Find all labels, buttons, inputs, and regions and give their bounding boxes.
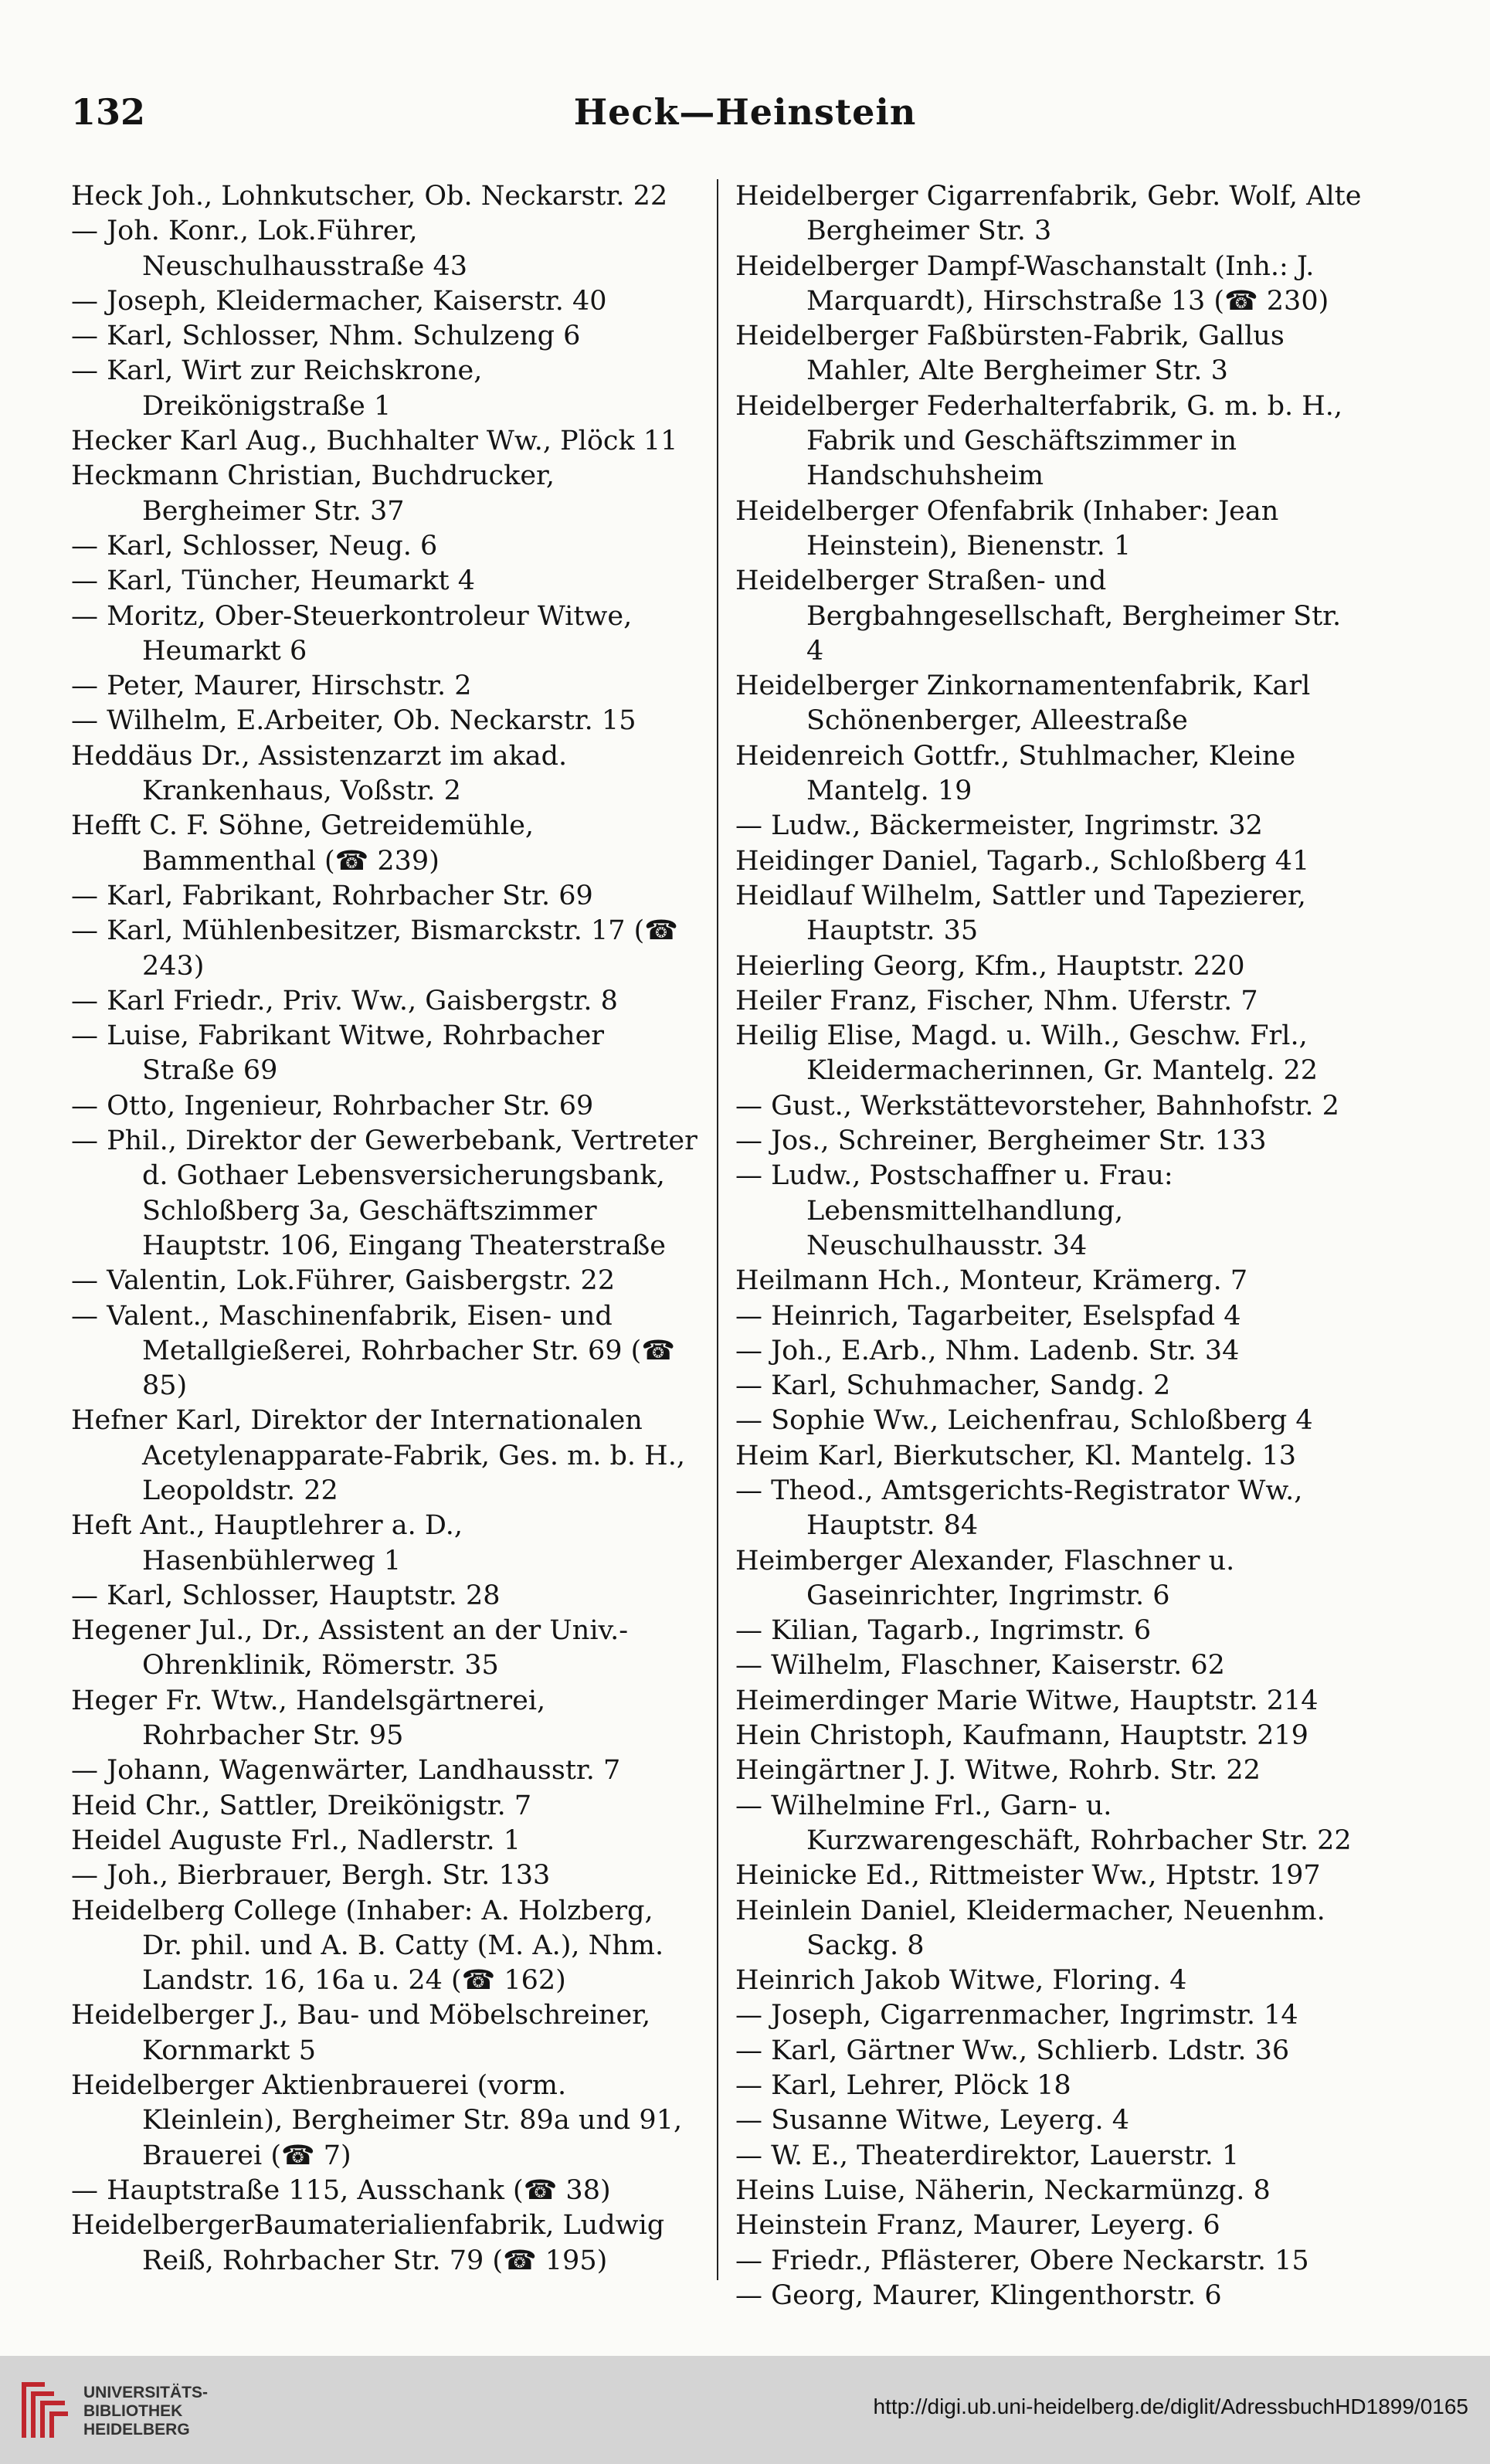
directory-entry: — Joh. Konr., Lok.Führer, Neuschulhausstraße 43 xyxy=(71,216,468,282)
directory-entry: Hecker Karl Aug., Buchhalter Ww., Plöck 11 xyxy=(71,426,678,457)
directory-entry: — Heinrich, Tagarbeiter, Eselspfad 4 xyxy=(735,1300,1241,1332)
directory-entry: — Gust., Werkstättevorsteher, Bahnhofstr. 2 xyxy=(735,1090,1339,1122)
directory-entry: Heimberger Alexander, Flaschner u. Gaseinrichter, Ingrimstr. 6 xyxy=(735,1545,1235,1611)
directory-entry: — Jos., Schreiner, Bergheimer Str. 133 xyxy=(735,1125,1267,1157)
directory-entry: Heidelberger Faßbürsten-Fabrik, Gallus Mahler, Alte Bergheimer Str. 3 xyxy=(735,321,1285,387)
page-number: 132 xyxy=(71,91,146,133)
directory-entry: Heinrich Jakob Witwe, Floring. 4 xyxy=(735,1965,1187,1997)
directory-entry: — Wilhelm, Flaschner, Kaiserstr. 62 xyxy=(735,1650,1225,1682)
directory-entry: — Friedr., Pflästerer, Obere Neckarstr. 15 xyxy=(735,2245,1309,2276)
library-logo-icon xyxy=(14,2376,73,2444)
directory-entry: — Wilhelmine Frl., Garn- u. Kurzwarengeschäft, Rohrbacher Str. 22 xyxy=(735,1790,1352,1856)
directory-entry: Heidelberger Federhalterfabrik, G. m. b. H., Fabrik und Geschäftszimmer in Handschuhsheim xyxy=(735,390,1343,492)
directory-entry: Hegener Jul., Dr., Assistent an der Univ.-Ohrenklinik, Römerstr. 35 xyxy=(71,1615,629,1682)
directory-entry: Hefft C. F. Söhne, Getreidemühle, Bammenthal (☎ 239) xyxy=(71,810,535,877)
directory-entry: Heid Chr., Sattler, Dreikönigstr. 7 xyxy=(71,1790,532,1821)
directory-entry: Heger Fr. Wtw., Handelsgärtnerei, Rohrbacher Str. 95 xyxy=(71,1685,546,1752)
directory-entry: Heins Luise, Näherin, Neckarmünzg. 8 xyxy=(735,2174,1271,2206)
directory-entry: Heim Karl, Bierkutscher, Kl. Mantelg. 13 xyxy=(735,1440,1297,1471)
directory-entry: — Joseph, Cigarrenmacher, Ingrimstr. 14 xyxy=(735,2000,1298,2031)
directory-entry: Hein Christoph, Kaufmann, Hauptstr. 219 xyxy=(735,1720,1308,1752)
directory-entry: Heidelberger Cigarrenfabrik, Gebr. Wolf, Alte Bergheimer Str. 3 xyxy=(735,181,1362,247)
directory-entry: — Moritz, Ober-Steuerkontroleur Witwe, Heumarkt 6 xyxy=(71,600,633,667)
directory-entry: Heilmann Hch., Monteur, Krämerg. 7 xyxy=(735,1265,1248,1297)
directory-entry: Heft Ant., Hauptlehrer a. D., Hasenbühlerweg 1 xyxy=(71,1510,463,1576)
directory-entry: Heckmann Christian, Buchdrucker, Bergheimer Str. 37 xyxy=(71,460,555,527)
directory-entry: — Hauptstraße 115, Ausschank (☎ 38) xyxy=(71,2174,611,2206)
footer-bar xyxy=(0,2356,1490,2464)
directory-entry: Heidelberger Aktienbrauerei (vorm. Kleinlein), Bergheimer Str. 89a und 91, Brauerei (☎ 7) xyxy=(71,2070,683,2171)
directory-entry: — Karl, Tüncher, Heumarkt 4 xyxy=(71,565,475,597)
left-column xyxy=(71,179,701,2279)
directory-entry: — Joh., E.Arb., Nhm. Ladenb. Str. 34 xyxy=(735,1335,1240,1366)
right-column xyxy=(735,179,1365,2313)
directory-entry: Heidelberger Ofenfabrik (Inhaber: Jean Heinstein), Bienenstr. 1 xyxy=(735,495,1279,562)
directory-entry: — Karl, Schlosser, Nhm. Schulzeng 6 xyxy=(71,321,581,352)
library-logo-text: UNIVERSITÄTS- BIBLIOTHEK HEIDELBERG xyxy=(83,2384,209,2439)
directory-entry: — Luise, Fabrikant Witwe, Rohrbacher Straße 69 xyxy=(71,1020,605,1087)
directory-entry: Heidelberger J., Bau- und Möbelschreiner, Kornmarkt 5 xyxy=(71,2000,651,2066)
running-head: Heck—Heinstein xyxy=(573,91,917,133)
directory-entry: — Phil., Direktor der Gewerbebank, Vertreter d. Gothaer Lebensversicherungsbank, Schloßberg 3a, Geschäftszimmer Hauptstr. 106, Eingang Theaterstraße xyxy=(71,1125,697,1261)
directory-entry: Heidelberg College (Inhaber: A. Holzberg, Dr. phil. und A. B. Catty (M. A.), Nhm. Landstr. 16, 16a u. 24 (☎ 162) xyxy=(71,1895,664,1997)
directory-entry: Heierling Georg, Kfm., Hauptstr. 220 xyxy=(735,950,1245,982)
directory-entry: — Karl, Gärtner Ww., Schlierb. Ldstr. 36 xyxy=(735,2035,1290,2066)
directory-entry: Heck Joh., Lohnkutscher, Ob. Neckarstr. 22 xyxy=(71,181,668,212)
directory-entry: — W. E., Theaterdirektor, Lauerstr. 1 xyxy=(735,2140,1240,2171)
directory-entry: — Karl, Wirt zur Reichskrone, Dreikönigstraße 1 xyxy=(71,355,483,422)
directory-entry: — Karl, Schuhmacher, Sandg. 2 xyxy=(735,1370,1171,1402)
directory-entry: — Theod., Amtsgerichts-Registrator Ww., Hauptstr. 84 xyxy=(735,1475,1303,1542)
directory-entry: — Joseph, Kleidermacher, Kaiserstr. 40 xyxy=(71,285,607,317)
directory-entry: Heidenreich Gottfr., Stuhlmacher, Kleine Mantelg. 19 xyxy=(735,740,1296,807)
directory-entry: Heidelberger Dampf-Waschanstalt (Inh.: J. Marquardt), Hirschstraße 13 (☎ 230) xyxy=(735,250,1329,317)
directory-entry: Heddäus Dr., Assistenzarzt im akad. Krankenhaus, Voßstr. 2 xyxy=(71,740,568,807)
directory-entry: Heidlauf Wilhelm, Sattler und Tapezierer, Hauptstr. 35 xyxy=(735,880,1306,947)
directory-entry: Heiler Franz, Fischer, Nhm. Uferstr. 7 xyxy=(735,985,1258,1016)
directory-entry: — Karl, Schlosser, Neug. 6 xyxy=(71,530,438,562)
directory-entry: Heinstein Franz, Maurer, Leyerg. 6 xyxy=(735,2210,1220,2242)
directory-entry: — Karl, Schlosser, Hauptstr. 28 xyxy=(71,1580,501,1611)
directory-entry: Heingärtner J. J. Witwe, Rohrb. Str. 22 xyxy=(735,1755,1261,1787)
directory-entry: Heidelberger Zinkornamentenfabrik, Karl Schönenberger, Alleestraße xyxy=(735,670,1311,737)
directory-entry: — Ludw., Bäckermeister, Ingrimstr. 32 xyxy=(735,810,1263,842)
source-url[interactable]: http://digi.ub.uni-heidelberg.de/diglit/AdressbuchHD1899/0165 xyxy=(873,2394,1468,2418)
directory-entry: Heimerdinger Marie Witwe, Hauptstr. 214 xyxy=(735,1685,1319,1716)
directory-entry: — Otto, Ingenieur, Rohrbacher Str. 69 xyxy=(71,1090,594,1122)
directory-entry: — Georg, Maurer, Klingenthorstr. 6 xyxy=(735,2279,1222,2311)
directory-entry: — Kilian, Tagarb., Ingrimstr. 6 xyxy=(735,1615,1152,1647)
directory-entry: — Valentin, Lok.Führer, Gaisbergstr. 22 xyxy=(71,1265,616,1297)
directory-entry: Heidinger Daniel, Tagarb., Schloßberg 41 xyxy=(735,845,1310,877)
directory-entry: — Peter, Maurer, Hirschstr. 2 xyxy=(71,670,472,702)
directory-entry: Heidel Auguste Frl., Nadlerstr. 1 xyxy=(71,1824,521,1856)
directory-entry: — Johann, Wagenwärter, Landhausstr. 7 xyxy=(71,1755,621,1787)
directory-entry: — Valent., Maschinenfabrik, Eisen- und Metallgießerei, Rohrbacher Str. 69 (☎ 85) xyxy=(71,1300,675,1402)
directory-entry: Heidelberger Straßen- und Bergbahngesellschaft, Bergheimer Str. 4 xyxy=(735,565,1342,667)
directory-entry: — Karl, Mühlenbesitzer, Bismarckstr. 17 (☎ 243) xyxy=(71,915,678,982)
directory-entry: HeidelbergerBaumaterialienfabrik, Ludwig Reiß, Rohrbacher Str. 79 (☎ 195) xyxy=(71,2210,665,2276)
directory-entry: Heilig Elise, Magd. u. Wilh., Geschw. Frl., Kleidermacherinnen, Gr. Mantelg. 22 xyxy=(735,1020,1319,1087)
directory-entry: Heinlein Daniel, Kleidermacher, Neuenhm. Sackg. 8 xyxy=(735,1895,1325,1961)
directory-entry: — Joh., Bierbrauer, Bergh. Str. 133 xyxy=(71,1860,551,1892)
directory-entry: — Karl, Fabrikant, Rohrbacher Str. 69 xyxy=(71,880,593,911)
directory-entry: Hefner Karl, Direktor der Internationalen Acetylenapparate-Fabrik, Ges. m. b. H., Leopoldstr. 22 xyxy=(71,1405,685,1506)
directory-entry: — Karl Friedr., Priv. Ww., Gaisbergstr. 8 xyxy=(71,985,618,1016)
directory-entry: Heinicke Ed., Rittmeister Ww., Hptstr. 197 xyxy=(735,1860,1321,1892)
directory-columns xyxy=(71,179,1369,2311)
directory-entry: — Sophie Ww., Leichenfrau, Schloßberg 4 xyxy=(735,1405,1313,1437)
directory-entry: — Susanne Witwe, Leyerg. 4 xyxy=(735,2105,1130,2136)
column-divider xyxy=(717,179,718,2280)
directory-entry: — Ludw., Postschaffner u. Frau: Lebensmittelhandlung, Neuschulhausstr. 34 xyxy=(735,1160,1173,1261)
directory-entry: — Karl, Lehrer, Plöck 18 xyxy=(735,2070,1071,2102)
directory-entry: — Wilhelm, E.Arbeiter, Ob. Neckarstr. 15 xyxy=(71,705,636,737)
